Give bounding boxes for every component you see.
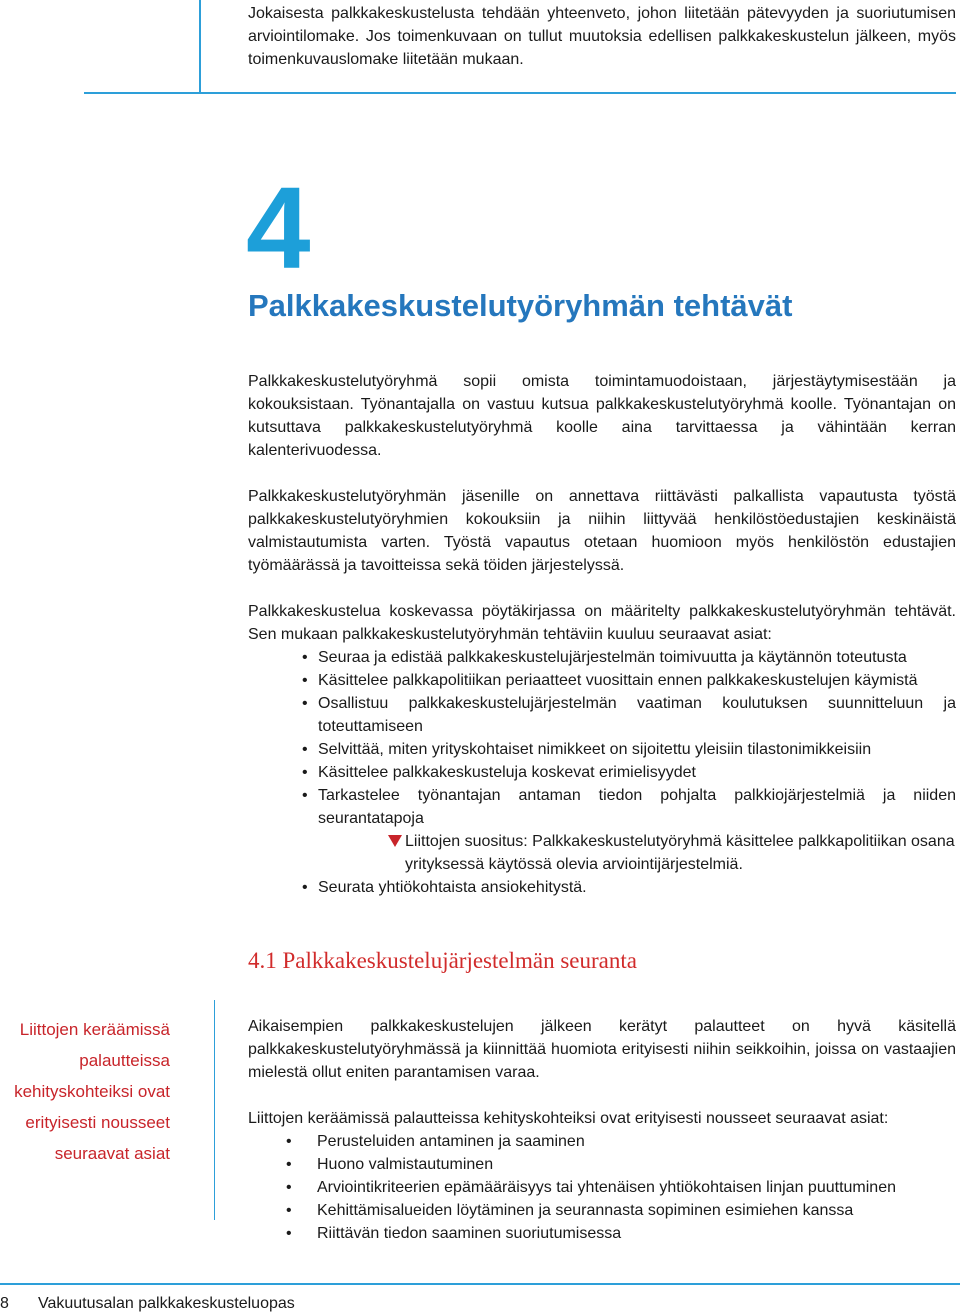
- chapter-number: 4: [246, 163, 311, 293]
- list-item: • Käsittelee palkkakeskusteluja koskevat erimielisyydet: [302, 761, 956, 784]
- list-item: • Riittävän tiedon saaminen suoriutumisessa: [286, 1222, 956, 1245]
- bullet-glyph: •: [302, 695, 308, 712]
- chapter-title: Palkkakeskustelutyöryhmän tehtävät: [248, 288, 793, 323]
- section-paragraph-1: Aikaisempien palkkakeskustelujen jälkeen kerätyt palautteet on hyvä käsitellä palkkakeskustelutyöryhmässä ja kiinnittää huomiota erityisesti niihin seikkoihin, joissa on vastaajien mielestä ollut eniten parantamisen varaa.: [248, 1018, 956, 1081]
- list-item: • Huono valmistautuminen: [286, 1153, 956, 1176]
- chapter-paragraph-2: Palkkakeskustelutyöryhmän jäsenille on annettava riittävästi palkallista vapautusta työstä palkkakeskustelutyöryhmien kokouksiin ja niihin liittyvää henkilöstöedustajien keskinäistä valmistautumista varten. Työstä vapautus otetaan huomioon myös henkilöstön edustajien työmäärässä ja tavoitteissa sekä töiden järjestelyssä.: [248, 488, 956, 574]
- recommendation-note: [388, 830, 956, 876]
- list-item: • Seuraa ja edistää palkkakeskustelujärjestelmän toimivuutta ja käytännön toteutusta: [302, 646, 956, 669]
- list-item: • Kehittämisalueiden löytäminen ja seurannasta sopiminen esimiehen kanssa: [286, 1199, 956, 1222]
- bullet-glyph: •: [302, 879, 308, 896]
- task-list-continued: [302, 876, 956, 899]
- publication-title: Vakuutusalan palkkakeskusteluopas: [38, 1295, 295, 1312]
- footer-rule: [0, 1283, 960, 1285]
- feedback-list: [286, 1130, 956, 1245]
- bullet-glyph: •: [286, 1225, 292, 1242]
- chapter-paragraph-3: Palkkakeskustelua koskevassa pöytäkirjassa on määritelty palkkakeskustelutyöryhmän tehtävät. Sen mukaan palkkakeskustelutyöryhmän tehtäviin kuuluu seuraavat asiat:: [248, 603, 956, 643]
- bullet-glyph: •: [286, 1156, 292, 1173]
- page-number: 8: [0, 1295, 9, 1312]
- side-pull-quote: Liittojen keräämissä palautteissa kehityskohteiksi ovat erityisesti nousseet seuraavat asiat: [14, 1020, 170, 1163]
- bullet-glyph: •: [302, 649, 308, 666]
- bullet-glyph: •: [286, 1179, 292, 1196]
- list-item: • Arviointikriteerien epämääräisyys tai yhtenäisen yhtiökohtaisen linjan puuttuminen: [286, 1176, 956, 1199]
- list-item: • Käsittelee palkkapolitiikan periaatteet vuosittain ennen palkkakeskustelujen käymistä: [302, 669, 956, 692]
- bullet-glyph: •: [286, 1202, 292, 1219]
- top-vertical-rule: [199, 0, 201, 93]
- list-item: • Perusteluiden antaminen ja saaminen: [286, 1130, 956, 1153]
- recommendation-text: Liittojen suositus: Palkkakeskustelutyöryhmä käsittelee palkkapolitiikan osana yrityksessä käytössä olevia arviointijärjestelmiä.: [405, 833, 955, 873]
- section-title: 4.1 Palkkakeskustelujärjestelmän seuranta: [248, 948, 637, 973]
- task-list: [302, 646, 956, 830]
- margin-rule: [214, 1000, 215, 1220]
- list-item: • Seurata yhtiökohtaista ansiokehitystä.: [302, 876, 956, 899]
- list-item: • Osallistuu palkkakeskustelujärjestelmän vaatiman koulutuksen suunnitteluun ja toteuttamiseen: [302, 692, 956, 738]
- list-item: • Selvittää, miten yrityskohtaiset nimikkeet on sijoitettu yleisiin tilastonimikkeisiin: [302, 738, 956, 761]
- bullet-glyph: •: [302, 741, 308, 758]
- bullet-glyph: •: [302, 672, 308, 689]
- bullet-glyph: •: [302, 787, 308, 804]
- top-horizontal-rule: [84, 92, 956, 94]
- section-paragraph-2: Liittojen keräämissä palautteissa kehityskohteiksi ovat erityisesti nousseet seuraavat asiat:: [248, 1110, 889, 1127]
- list-item: • Tarkastelee työnantajan antaman tiedon pohjalta palkkiojärjestelmiä ja niiden seurantatapoja: [302, 784, 956, 830]
- triangle-down-icon: [388, 835, 402, 847]
- intro-paragraph: Jokaisesta palkkakeskustelusta tehdään yhteenveto, johon liitetään pätevyyden ja suoriutumisen arviointilomake. Jos toimenkuvaan on tullut muutoksia edellisen palkkakeskustelun jälkeen, myös toimenkuvauslomake liitetään mukaan.: [248, 5, 956, 68]
- bullet-glyph: •: [302, 764, 308, 781]
- chapter-paragraph-1: Palkkakeskustelutyöryhmä sopii omista toimintamuodoistaan, järjestäytymisestään ja kokouksistaan. Työnantajalla on vastuu kutsua palkkakeskustelutyöryhmä koolle. Työnantajan on kutsuttava palkkakeskustelutyöryhmä koolle aina tarvittaessa ja vähintään kerran kalenterivuodessa.: [248, 373, 956, 459]
- bullet-glyph: •: [286, 1133, 292, 1150]
